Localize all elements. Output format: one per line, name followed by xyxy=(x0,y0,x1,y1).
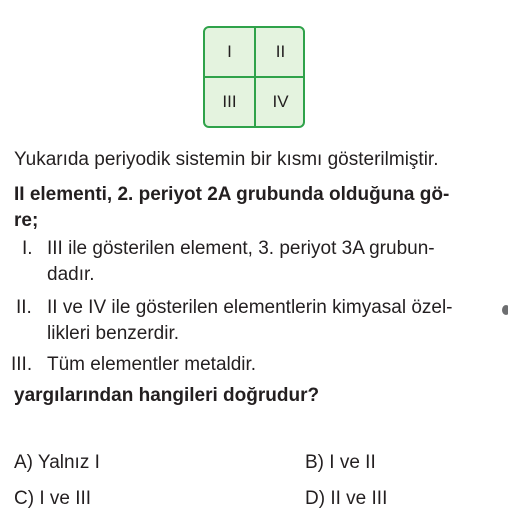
cell-iii: III xyxy=(222,92,237,111)
statement-2-number: II. xyxy=(16,297,32,318)
margin-dot-icon xyxy=(502,305,508,315)
option-d[interactable]: D) II ve III xyxy=(305,488,388,509)
statement-3-line1: Tüm elementler metaldir. xyxy=(47,354,257,375)
statement-2-line1: II ve IV ile gösterilen elementlerin kimyasal özel- xyxy=(47,297,453,318)
question-intro: Yukarıda periyodik sistemin bir kısmı gösterilmiştir. xyxy=(14,149,439,170)
option-c[interactable]: C) I ve III xyxy=(14,488,92,509)
option-b[interactable]: B) I ve II xyxy=(305,452,376,473)
periodic-table-fragment xyxy=(203,26,305,128)
question-premise-line2: re; xyxy=(14,210,39,231)
cell-i: I xyxy=(227,42,232,61)
question-prompt: yargılarından hangileri doğrudur? xyxy=(14,385,320,406)
statement-2-line2: likleri benzerdir. xyxy=(47,323,179,344)
statement-1-number: I. xyxy=(22,238,33,259)
statement-3-number: III. xyxy=(11,354,33,375)
cell-iv: IV xyxy=(272,92,289,111)
statement-1-line2: dadır. xyxy=(47,264,95,285)
statement-1-line1: III ile gösterilen element, 3. periyot 3A grubun- xyxy=(47,238,435,259)
cell-ii: II xyxy=(275,42,286,61)
question-premise-line1: II elementi, 2. periyot 2A grubunda olduğuna gö- xyxy=(14,184,450,205)
option-a[interactable]: A) Yalnız I xyxy=(14,452,100,473)
